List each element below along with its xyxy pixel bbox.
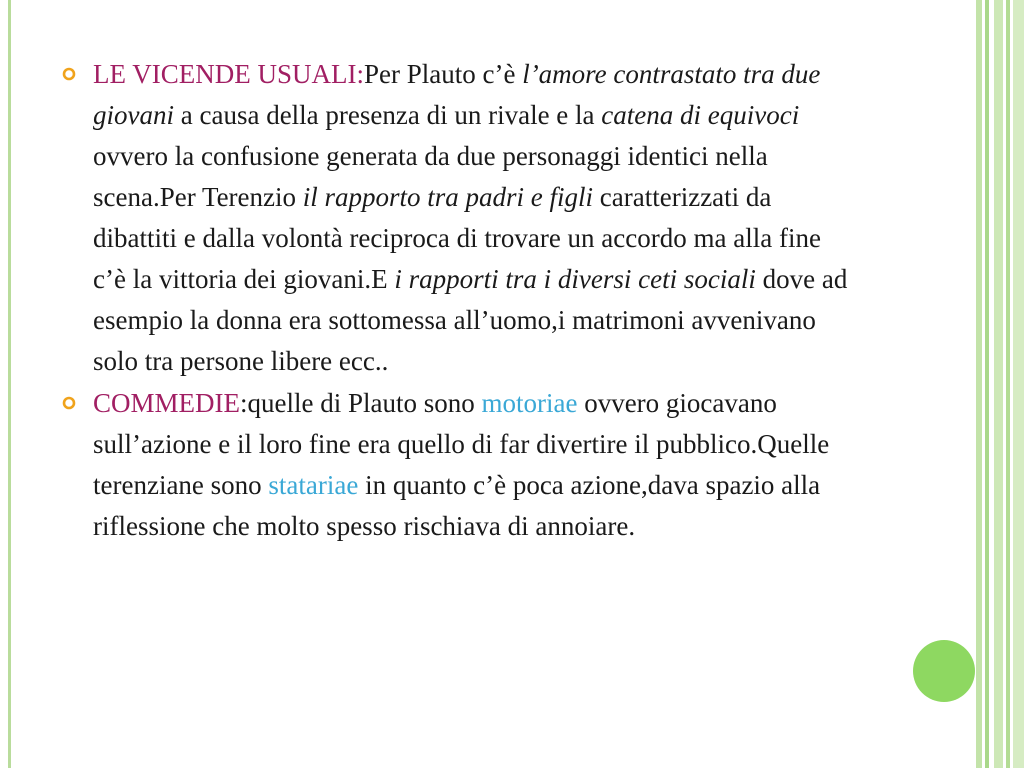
bullet-text: caratterizzati da dibattiti e dalla volontà reciproca di trovare un accordo ma alla fine c’è la vittoria dei giovani.E: [93, 182, 821, 294]
circle-bullet-icon: [62, 67, 76, 81]
bullet-commedie: [58, 383, 858, 547]
right-decorative-stripe: [994, 0, 1003, 768]
right-decorative-stripe: [1013, 0, 1024, 768]
bullet-emphasis: l’amore contrastato tra due giovani: [93, 59, 821, 130]
green-circle-decoration: [913, 640, 975, 702]
bullet-text: ovvero giocavano sull’azione e il loro fine era quello di far divertire il pubblico.Quelle terenziane sono: [93, 388, 830, 500]
left-decorative-rule: [8, 0, 11, 768]
bullet-text: dove ad esempio la donna era sottomessa all’uomo,i matrimoni avvenivano solo tra persone libere ecc..: [93, 264, 848, 376]
bullet-text: a causa della presenza di un rivale e la: [174, 100, 602, 130]
bullet-text: in quanto c’è poca azione,dava spazio alla riflessione che molto spesso rischiava di annoiare.: [93, 470, 821, 541]
right-decorative-stripe: [976, 0, 982, 768]
bullet-heading: LE VICENDE USUALI:: [93, 59, 364, 89]
bullet-emphasis: il rapporto tra padri e figli: [302, 182, 594, 212]
bullet-accent-term: motoriae: [481, 388, 578, 418]
circle-bullet-icon: [62, 396, 76, 410]
bullet-vicende-usuali: [58, 54, 858, 382]
bullet-text: Per Plauto c’è: [363, 59, 523, 89]
bullet-accent-term: statariae: [268, 470, 359, 500]
bullet-emphasis: catena di equivoci: [601, 100, 800, 130]
slide-body: [58, 54, 858, 548]
bullet-heading: COMMEDIE: [93, 388, 240, 418]
bullet-emphasis: i rapporti tra i diversi ceti sociali: [394, 264, 756, 294]
right-decorative-stripe: [985, 0, 989, 768]
bullet-text: ovvero la confusione generata da due personaggi identici nella scena.Per Terenzio: [93, 141, 768, 212]
bullet-text: :quelle di Plauto sono: [240, 388, 482, 418]
right-decorative-stripe: [1006, 0, 1010, 768]
